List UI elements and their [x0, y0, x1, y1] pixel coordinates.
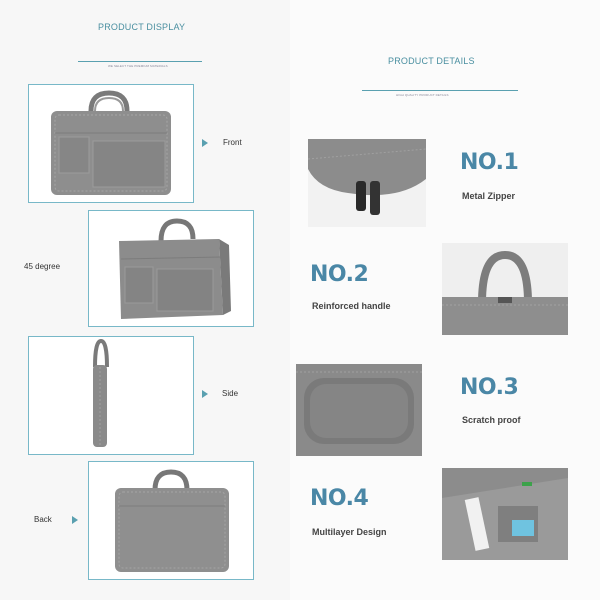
product-details-underline: [362, 90, 518, 91]
detail-3-label: Scratch proof: [462, 415, 521, 425]
product-display-subtitle: WE SELECT THE PREMIUM MATERIALS: [108, 64, 168, 68]
detail-4-number: NO.4: [310, 486, 369, 511]
product-details-subtitle: HIGH QUALITY PRODUCT DETAILS: [396, 93, 449, 97]
front-view-label: Front: [223, 138, 242, 147]
back-view-label: Back: [34, 515, 52, 524]
detail-3-number: NO.3: [460, 375, 519, 400]
back-view-frame: [88, 461, 254, 580]
45-degree-view-frame: [88, 210, 254, 327]
side-arrow-icon: [202, 390, 208, 398]
detail-2-label: Reinforced handle: [312, 301, 391, 311]
metal-zipper-photo: [308, 139, 426, 227]
bag-side-image: [29, 337, 193, 454]
detail-1-label: Metal Zipper: [462, 191, 516, 201]
detail-1-number: NO.1: [460, 150, 519, 175]
side-view-label: Side: [222, 389, 239, 398]
reinforced-handle-photo: [442, 243, 568, 335]
detail-4-label: Multilayer Design: [312, 527, 387, 537]
multilayer-design-photo: [442, 468, 568, 560]
front-view-frame: [28, 84, 194, 203]
bag-back-image: [89, 462, 253, 579]
45-degree-view-label: 45 degree: [24, 262, 61, 271]
product-display-underline: [78, 61, 202, 62]
bag-45-degree-image: [89, 211, 253, 326]
product-details-title: PRODUCT DETAILS: [388, 56, 475, 66]
bag-front-image: [29, 85, 193, 202]
front-arrow-icon: [202, 139, 208, 147]
detail-2-number: NO.2: [310, 262, 369, 287]
product-display-title: PRODUCT DISPLAY: [98, 22, 186, 32]
scratch-proof-photo: [296, 364, 422, 456]
back-arrow-icon: [72, 516, 78, 524]
side-view-frame: [28, 336, 194, 455]
